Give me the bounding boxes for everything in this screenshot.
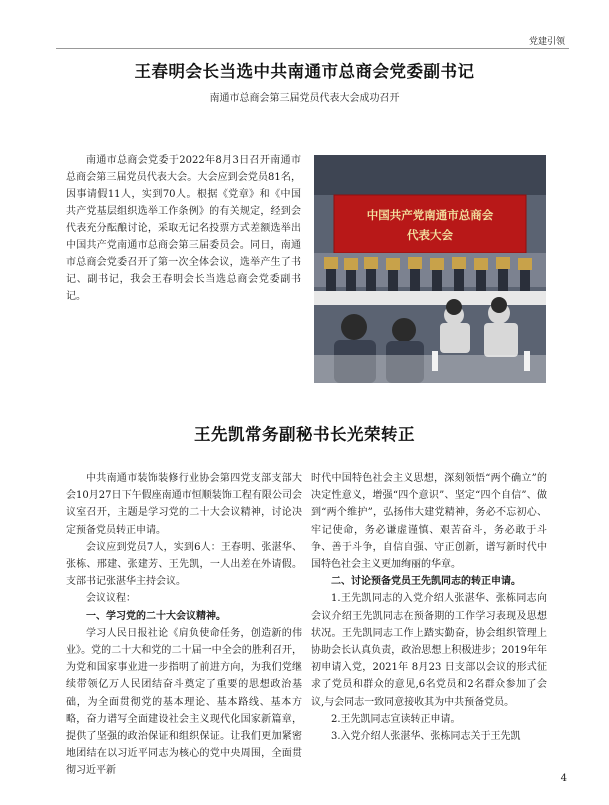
article2-agenda-item-2: 二、讨论预备党员王先凯同志的转正申请。 [331, 576, 521, 588]
article1-subtitle: 南通市总商会第三届党员代表大会成功召开 [209, 93, 400, 104]
article1-title: 王春明会长当选中共南通市总商会党委副书记 [134, 62, 475, 81]
article2-left-paragraph: 中共南通市装饰装修行业协会第四党支部支部大会10月27日下午假座南通市恒顺装饰工程有限公司会议室召开，主题是学习党的二十大会议精神，讨论决定预备党员转正申请。 [66, 473, 302, 536]
article2-left-paragraph: 学习人民日报社论《肩负使命任务，创造新的伟业》。党的二十大和党的二十届一中全会的胜利召开，为党和国家事业进一步指明了前进方向，为我们党继续带领亿万人民团结奋斗奠定了重要的思想政治基础，为全面贯彻党的基本理论、基本路线、基本方略，奋力谱写全面建设社会主义现代化国家新篇章，提供了坚强的政治保证和组织保证。让我们更加紧密地团结在以习近平同志为核心的党中央周围，全面贯彻习近平新 [66, 627, 302, 777]
article2-left-paragraph: 会议应到党员7人，实到6人：王春明、张湛华、张栋、邢建、张建芳、王先凯，一人出差在外请假。支部书记张湛华主持会议。 [66, 541, 302, 588]
article2-right-paragraph: 时代中国特色社会主义思想，深刻领悟“两个确立”的决定性意义，增强“四个意识”、坚定“四个自信”、做到“两个维护”，弘扬伟大建党精神，务必不忘初心、牢记使命，务必谦虚谨慎、艰苦奋斗，务必敢于斗争、善于斗争，自信自强、守正创新，谱写新时代中国特色社会主义更加绚丽的华章。 [311, 473, 547, 571]
article2-right-paragraph: 2.王先凯同志宣读转正申请。 [331, 713, 461, 725]
event-photo-illustration [314, 155, 546, 383]
article2-right-paragraph: 3.入党介绍人张湛华、张栋同志关于王先凯 [331, 731, 521, 743]
article2-right-paragraph: 1.王先凯同志的入党介绍人张湛华、张栋同志向会议介绍王先凯同志在预备期的工作学习表现及思想状况。王先凯同志工作上踏实勤奋，协会组织管理上协助会长认真负责，政治思想上积极进步；2019年年初申请入党，2021年 8月23 日支部以会议的形式征求了党员和群众的意见,6名党员和2名群众参加了会议,与会同志一致同意接收其为中共预备党员。 [311, 593, 547, 708]
article1-body: 南通市总商会党委于2022年8月3日召开南通市总商会第三届党员代表大会。大会应到会党员81名，因事请假11人，实到70人。根据《党章》和《中国共产党基层组织选举工作条例》的有关规定，经到会代表充分酝酿讨论，采取无记名投票方式差额选举出中国共产党南通市总商会第三届委员会。同日，南通市总商会党委召开了第一次全体会议，选举产生了书记、副书记，我会王春明会长当选总商会党委副书记。 [66, 155, 301, 302]
photo-banner-line1: 中国共产党南通市总商会 [366, 208, 494, 222]
photo-banner-line2: 代表大会 [407, 228, 453, 242]
event-photo [314, 155, 546, 383]
header-rule [56, 48, 569, 49]
article2-agenda-item-1: 一、学习党的二十大会议精神。 [86, 610, 226, 622]
section-tag: 党建引领 [528, 37, 565, 47]
page-number: 4 [560, 773, 567, 784]
article2-title: 王先凯常务副秘书长光荣转正 [194, 425, 415, 444]
article2-left-column [66, 470, 302, 780]
article2-right-column [311, 470, 547, 745]
article2-agenda-label: 会议议程： [86, 593, 136, 605]
